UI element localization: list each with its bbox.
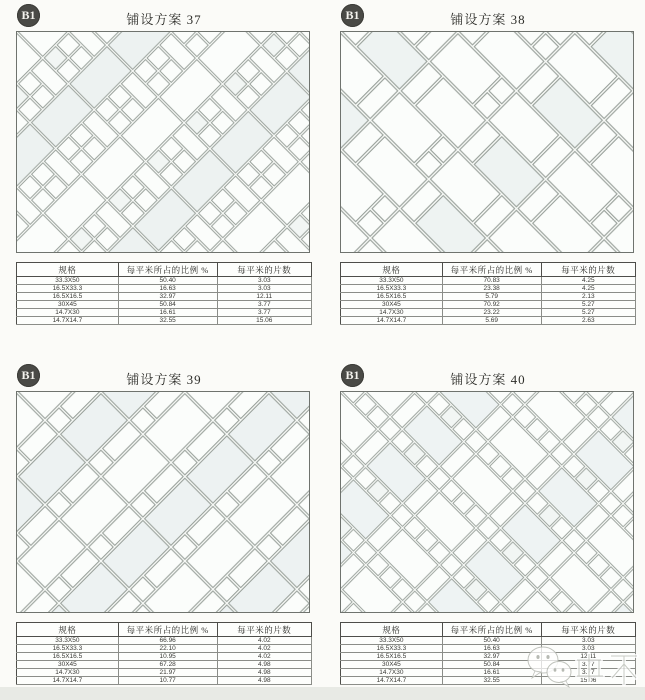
table-cell: 14.7X14.7 [341,317,443,325]
table-header-row [17,263,312,277]
spec-table [340,262,636,325]
table-row [17,661,312,669]
table-row [17,645,312,653]
header-spec: 规格 [17,263,119,277]
table-cell: 67.28 [118,661,217,669]
table-cell: 5.27 [541,301,635,309]
table-cell: 15.06 [217,317,311,325]
table-cell: 33.3X50 [341,277,443,285]
header-percent: 每平米所占的比例 % [442,623,541,637]
table-cell: 16.61 [442,669,541,677]
table-cell: 14.7X14.7 [17,317,119,325]
table-cell: 3.03 [217,277,311,285]
table-cell: 14.7X14.7 [341,677,443,685]
table-row [17,277,312,285]
panel-plan-37 [8,4,320,334]
panel-plan-38 [332,4,644,334]
table-cell: 2.13 [541,293,635,301]
spec-table [16,622,312,685]
header-count: 每平米的片数 [217,263,311,277]
table-cell: 30X45 [17,661,119,669]
table-cell: 3.77 [217,301,311,309]
table-cell: 5.69 [442,317,541,325]
table-cell: 4.02 [217,653,311,661]
table-cell: 16.61 [118,309,217,317]
wechat-icon [528,647,571,687]
table-row [17,653,312,661]
table-row [17,677,312,685]
table-cell: 4.25 [541,285,635,293]
table-cell: 4.25 [541,277,635,285]
header-count: 每平米的片数 [217,623,311,637]
table-cell: 16.5X16.5 [17,293,119,301]
table-cell: 12.11 [217,293,311,301]
table-cell: 4.98 [217,669,311,677]
table-cell: 16.5X16.5 [341,653,443,661]
table-cell: 4.02 [217,637,311,645]
b1-badge: B1 [341,364,364,387]
table-cell: 22.10 [118,645,217,653]
table-cell: 30X45 [341,661,443,669]
table-cell: 32.97 [118,293,217,301]
table-cell: 5.27 [541,309,635,317]
panel-title: 铺设方案 39 [126,372,202,387]
header-percent: 每平米所占的比例 % [442,263,541,277]
table-row [341,285,636,293]
table-cell: 16.5X33.3 [341,645,443,653]
table-cell: 30X45 [341,301,443,309]
panel-title: 铺设方案 37 [126,12,202,27]
table-row [17,301,312,309]
header-spec: 规格 [17,623,119,637]
table-header-row [341,623,636,637]
panel-plan-39 [8,364,320,694]
table-cell: 4.98 [217,677,311,685]
table-cell: 50.40 [118,277,217,285]
table-row [17,309,312,317]
b1-badge: B1 [17,4,40,27]
table-row [17,293,312,301]
table-cell: 21.97 [118,669,217,677]
table-cell: 16.63 [118,285,217,293]
table-cell: 2.63 [541,317,635,325]
table-cell: 33.3X50 [17,277,119,285]
wechat-watermark [525,642,643,694]
table-cell: 4.98 [217,661,311,669]
table-cell: 15.06 [541,677,635,685]
table-cell: 70.83 [442,277,541,285]
table-cell: 23.22 [442,309,541,317]
table-header-row [17,623,312,637]
table-row [341,293,636,301]
table-cell: 23.38 [442,285,541,293]
table-cell: 50.40 [442,637,541,645]
table-row [341,277,636,285]
b1-badge: B1 [341,4,364,27]
table-cell: 4.02 [217,645,311,653]
table-cell: 16.5X33.3 [341,285,443,293]
tile-pattern-diagram [340,31,634,253]
table-cell: 32.55 [118,317,217,325]
header-percent: 每平米所占的比例 % [118,623,217,637]
table-cell: 14.7X30 [17,309,119,317]
table-row [17,317,312,325]
b1-badge: B1 [17,364,40,387]
table-cell: 16.63 [442,645,541,653]
table-cell: 3.03 [541,645,635,653]
header-count: 每平米的片数 [541,623,635,637]
table-cell: 5.79 [442,293,541,301]
header-spec: 规格 [341,263,443,277]
tile-pattern-diagram [16,391,310,613]
table-cell: 33.3X50 [341,637,443,645]
table-cell: 10.77 [118,677,217,685]
table-cell: 3.77 [541,669,635,677]
table-cell: 14.7X14.7 [17,677,119,685]
table-cell: 3.77 [541,661,635,669]
table-row [341,309,636,317]
table-cell: 16.5X16.5 [341,293,443,301]
table-row [17,669,312,677]
table-cell: 33.3X50 [17,637,119,645]
table-cell: 12.11 [541,653,635,661]
header-percent: 每平米所占的比例 % [118,263,217,277]
table-cell: 16.5X16.5 [17,653,119,661]
table-cell: 14.7X30 [17,669,119,677]
table-cell: 32.97 [442,653,541,661]
tile-pattern-diagram [16,31,310,253]
table-row [341,317,636,325]
table-row [341,301,636,309]
table-row [17,285,312,293]
table-row [17,637,312,645]
panel-title: 铺设方案 38 [450,12,526,27]
table-cell: 3.77 [217,309,311,317]
header-count: 每平米的片数 [541,263,635,277]
table-cell: 16.5X33.3 [17,285,119,293]
panel-title: 铺设方案 40 [450,372,526,387]
table-cell: 10.95 [118,653,217,661]
spec-table [16,262,312,325]
table-cell: 3.03 [217,285,311,293]
table-cell: 50.84 [442,661,541,669]
table-cell: 14.7X30 [341,309,443,317]
table-cell: 50.84 [118,301,217,309]
header-spec: 规格 [341,623,443,637]
table-cell: 70.92 [442,301,541,309]
table-cell: 14.7X30 [341,669,443,677]
tile-pattern-diagram [340,391,634,613]
table-cell: 32.55 [442,677,541,685]
table-cell: 66.96 [118,637,217,645]
table-cell: 16.5X33.3 [17,645,119,653]
table-header-row [341,263,636,277]
table-cell: 30X45 [17,301,119,309]
table-cell: 3.03 [541,637,635,645]
